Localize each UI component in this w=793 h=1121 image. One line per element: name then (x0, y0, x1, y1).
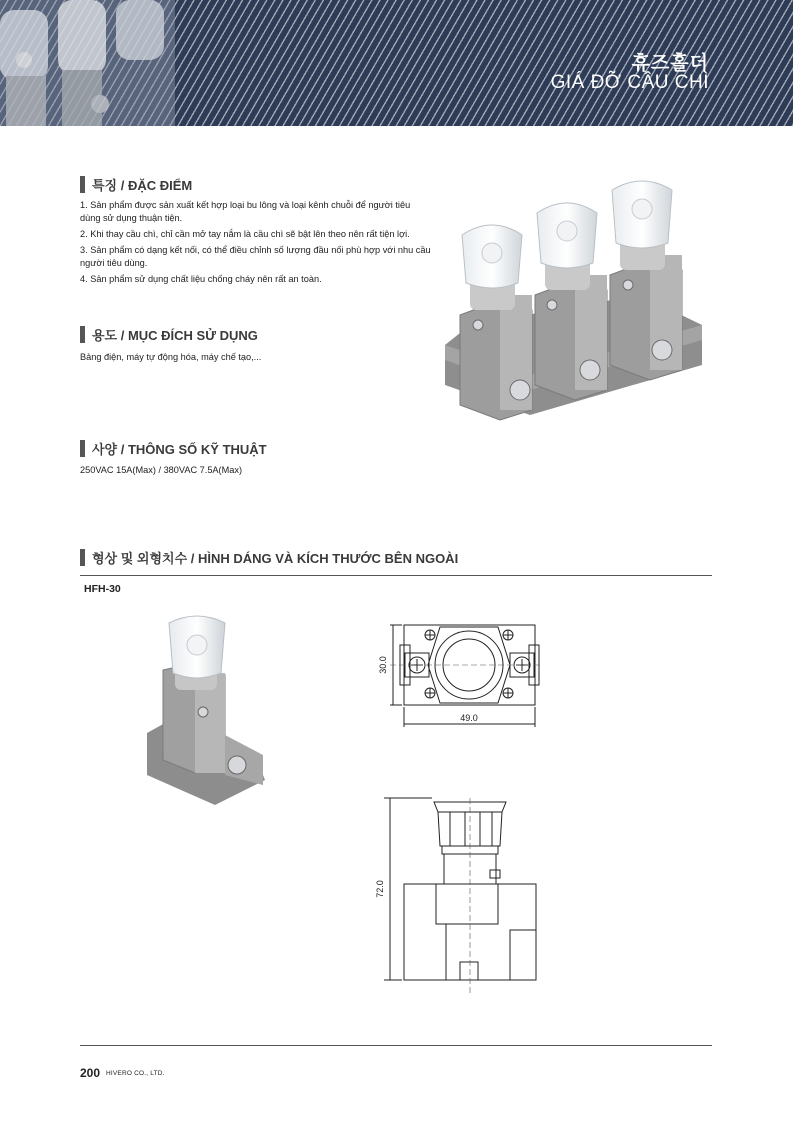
heading-bar (80, 326, 85, 343)
dimension-label-side-height: 72.0 (375, 880, 385, 898)
heading-bar (80, 440, 85, 457)
specs-heading-text: 사양 / THÔNG SỐ KỸ THUẬT (92, 442, 267, 457)
feature-item-1: 1. Sản phẩm được sản xuất kết hợp loại bu lông và loại kênh chuỗi để người tiêu dùng sử dụng thuận tiện. (80, 200, 411, 223)
features-list (80, 199, 432, 289)
feature-item-4: 4. Sản phẩm sử dụng chất liệu chống cháy nên rất an toàn. (80, 274, 322, 284)
features-heading-text: 특징 / ĐẶC ĐIỂM (92, 178, 193, 193)
section-rule (80, 575, 712, 576)
heading-bar (80, 549, 85, 566)
dimension-label-width: 49.0 (460, 713, 478, 723)
dimension-label-height: 30.0 (378, 656, 388, 674)
banner-title-vietnamese: GIÁ ĐỠ CẦU CHÌ (550, 72, 709, 93)
usage-text: Bảng điện, máy tự động hóa, máy chế tạo,... (80, 352, 262, 362)
top-view-drawing (370, 615, 545, 740)
specs-heading (80, 439, 267, 458)
header-banner (0, 0, 793, 126)
footer-rule (80, 1045, 712, 1046)
product-photo-triple (440, 175, 710, 440)
usage-heading-text: 용도 / MỤC ĐÍCH SỬ DỤNG (92, 328, 258, 343)
specs-text: 250VAC 15A(Max) / 380VAC 7.5A(Max) (80, 465, 243, 475)
company-name: HIVERO CO., LTD. (106, 1070, 165, 1077)
heading-bar (80, 176, 85, 193)
page-number: 200 (80, 1066, 101, 1080)
usage-heading (80, 325, 258, 344)
side-view-drawing (370, 790, 545, 1000)
dimensions-heading-text: 형상 및 외형치수 / HÌNH DÁNG VÀ KÍCH THƯỚC BÊN NGOÀI (92, 551, 459, 566)
features-heading (80, 175, 192, 194)
banner-title-korean: 휴즈홀더 (631, 53, 709, 74)
model-name: HFH-30 (84, 583, 121, 595)
feature-item-3: 3. Sản phẩm có dạng kết nối, có thể điều chỉnh số lượng đầu nối phù hợp với nhu cầu người tiêu dùng. (80, 245, 431, 268)
product-photo-single (145, 615, 270, 815)
feature-item-2: 2. Khi thay cầu chì, chỉ cần mở tay nắm là cầu chì sẽ bật lên theo nên rất tiện lợi. (80, 229, 410, 239)
banner-fuse-photo (0, 0, 175, 126)
dimensions-heading (80, 548, 458, 567)
